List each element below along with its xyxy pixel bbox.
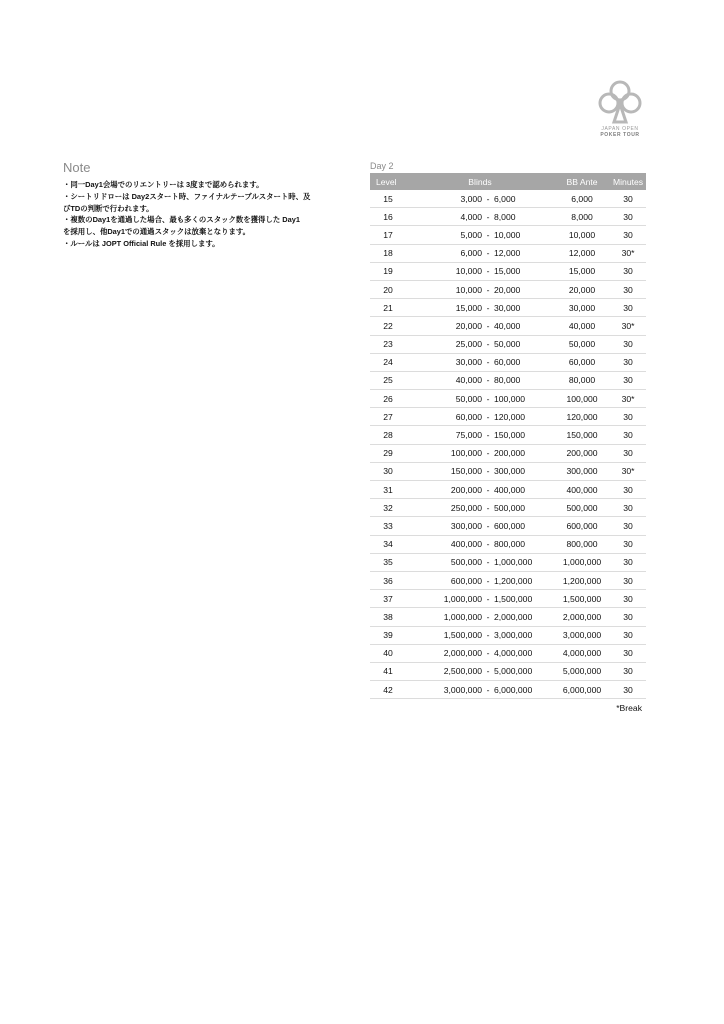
jopt-logo: [592, 78, 648, 144]
level-cell: 18: [370, 244, 406, 262]
table-row: [370, 626, 646, 644]
small-blind-cell: 10,000: [406, 262, 482, 280]
big-blind-cell: 5,000,000: [494, 662, 554, 680]
level-cell: 16: [370, 208, 406, 226]
bb-ante-cell: 100,000: [554, 390, 610, 408]
minutes-cell: 30: [610, 644, 646, 662]
level-cell: 15: [370, 190, 406, 208]
small-blind-cell: 250,000: [406, 499, 482, 517]
small-blind-cell: 1,500,000: [406, 626, 482, 644]
blinds-separator: -: [482, 190, 494, 208]
big-blind-cell: 6,000,000: [494, 681, 554, 699]
big-blind-cell: 8,000: [494, 208, 554, 226]
small-blind-cell: 10,000: [406, 280, 482, 298]
break-footnote: *Break: [616, 703, 642, 714]
bb-ante-cell: 6,000,000: [554, 681, 610, 699]
level-cell: 32: [370, 499, 406, 517]
small-blind-cell: 3,000: [406, 190, 482, 208]
bb-ante-cell: 1,000,000: [554, 553, 610, 571]
level-cell: 33: [370, 517, 406, 535]
blinds-separator: -: [482, 590, 494, 608]
minutes-cell: 30: [610, 371, 646, 389]
big-blind-cell: 300,000: [494, 462, 554, 480]
bb-ante-cell: 800,000: [554, 535, 610, 553]
minutes-cell: 30: [610, 190, 646, 208]
level-cell: 41: [370, 662, 406, 680]
blinds-separator: -: [482, 626, 494, 644]
big-blind-cell: 15,000: [494, 262, 554, 280]
minutes-cell: 30: [610, 226, 646, 244]
minutes-cell: 30: [610, 408, 646, 426]
small-blind-cell: 400,000: [406, 535, 482, 553]
bb-ante-cell: 500,000: [554, 499, 610, 517]
small-blind-cell: 2,000,000: [406, 644, 482, 662]
big-blind-cell: 100,000: [494, 390, 554, 408]
header-minutes: Minutes: [610, 173, 646, 190]
bb-ante-cell: 2,000,000: [554, 608, 610, 626]
bb-ante-cell: 40,000: [554, 317, 610, 335]
small-blind-cell: 5,000: [406, 226, 482, 244]
table-row: [370, 517, 646, 535]
bb-ante-cell: 1,500,000: [554, 590, 610, 608]
blinds-separator: -: [482, 244, 494, 262]
big-blind-cell: 1,500,000: [494, 590, 554, 608]
small-blind-cell: 50,000: [406, 390, 482, 408]
small-blind-cell: 300,000: [406, 517, 482, 535]
blinds-separator: -: [482, 262, 494, 280]
bb-ante-cell: 30,000: [554, 299, 610, 317]
big-blind-cell: 500,000: [494, 499, 554, 517]
table-row: [370, 590, 646, 608]
table-row: [370, 499, 646, 517]
big-blind-cell: 400,000: [494, 481, 554, 499]
minutes-cell: 30: [610, 626, 646, 644]
level-cell: 29: [370, 444, 406, 462]
blinds-separator: -: [482, 226, 494, 244]
day-label: Day 2: [370, 161, 394, 171]
minutes-cell: 30: [610, 481, 646, 499]
blinds-separator: -: [482, 208, 494, 226]
level-cell: 37: [370, 590, 406, 608]
blind-schedule: [370, 160, 646, 713]
minutes-cell: 30*: [610, 390, 646, 408]
small-blind-cell: 60,000: [406, 408, 482, 426]
table-row: [370, 571, 646, 589]
table-row: [370, 481, 646, 499]
small-blind-cell: 15,000: [406, 299, 482, 317]
bb-ante-cell: 10,000: [554, 226, 610, 244]
bb-ante-cell: 4,000,000: [554, 644, 610, 662]
minutes-cell: 30: [610, 608, 646, 626]
blinds-separator: -: [482, 608, 494, 626]
small-blind-cell: 40,000: [406, 371, 482, 389]
table-row: [370, 462, 646, 480]
blinds-separator: -: [482, 353, 494, 371]
small-blind-cell: 4,000: [406, 208, 482, 226]
header-bb-ante: BB Ante: [554, 173, 610, 190]
big-blind-cell: 1,000,000: [494, 553, 554, 571]
blind-structure-table: [370, 173, 646, 699]
small-blind-cell: 150,000: [406, 462, 482, 480]
blinds-separator: -: [482, 662, 494, 680]
level-cell: 26: [370, 390, 406, 408]
minutes-cell: 30: [610, 299, 646, 317]
blinds-separator: -: [482, 481, 494, 499]
blinds-separator: -: [482, 499, 494, 517]
blinds-separator: -: [482, 317, 494, 335]
bb-ante-cell: 120,000: [554, 408, 610, 426]
minutes-cell: 30*: [610, 317, 646, 335]
minutes-cell: 30: [610, 571, 646, 589]
small-blind-cell: 20,000: [406, 317, 482, 335]
small-blind-cell: 75,000: [406, 426, 482, 444]
blinds-separator: -: [482, 335, 494, 353]
note-line: ・同一Day1会場でのリエントリーは 3度まで認められます。: [63, 180, 264, 189]
table-row: [370, 262, 646, 280]
minutes-cell: 30: [610, 335, 646, 353]
table-row: [370, 444, 646, 462]
table-row: [370, 335, 646, 353]
bb-ante-cell: 50,000: [554, 335, 610, 353]
big-blind-cell: 50,000: [494, 335, 554, 353]
level-cell: 28: [370, 426, 406, 444]
table-row: [370, 317, 646, 335]
big-blind-cell: 12,000: [494, 244, 554, 262]
bb-ante-cell: 5,000,000: [554, 662, 610, 680]
level-cell: 27: [370, 408, 406, 426]
level-cell: 20: [370, 280, 406, 298]
logo-line-2: POKER TOUR: [600, 132, 640, 138]
small-blind-cell: 100,000: [406, 444, 482, 462]
small-blind-cell: 6,000: [406, 244, 482, 262]
big-blind-cell: 200,000: [494, 444, 554, 462]
bb-ante-cell: 3,000,000: [554, 626, 610, 644]
table-row: [370, 681, 646, 699]
small-blind-cell: 600,000: [406, 571, 482, 589]
minutes-cell: 30*: [610, 244, 646, 262]
big-blind-cell: 6,000: [494, 190, 554, 208]
level-cell: 40: [370, 644, 406, 662]
level-cell: 23: [370, 335, 406, 353]
level-cell: 30: [370, 462, 406, 480]
table-row: [370, 408, 646, 426]
table-row: [370, 426, 646, 444]
header-level: Level: [370, 173, 406, 190]
table-row: [370, 244, 646, 262]
minutes-cell: 30: [610, 499, 646, 517]
level-cell: 31: [370, 481, 406, 499]
blinds-separator: -: [482, 426, 494, 444]
table-row: [370, 662, 646, 680]
level-cell: 19: [370, 262, 406, 280]
minutes-cell: 30: [610, 353, 646, 371]
table-row: [370, 553, 646, 571]
minutes-cell: 30*: [610, 462, 646, 480]
table-row: [370, 608, 646, 626]
bb-ante-cell: 80,000: [554, 371, 610, 389]
small-blind-cell: 3,000,000: [406, 681, 482, 699]
bb-ante-cell: 600,000: [554, 517, 610, 535]
note-line: ・シートリドローは Day2スタート時、ファイナルテーブルスタート時、及: [63, 191, 311, 201]
club-logo-icon: [592, 78, 648, 126]
bb-ante-cell: 20,000: [554, 280, 610, 298]
small-blind-cell: 2,500,000: [406, 662, 482, 680]
level-cell: 34: [370, 535, 406, 553]
blinds-separator: -: [482, 408, 494, 426]
big-blind-cell: 10,000: [494, 226, 554, 244]
bb-ante-cell: 6,000: [554, 190, 610, 208]
blinds-separator: -: [482, 553, 494, 571]
bb-ante-cell: 150,000: [554, 426, 610, 444]
bb-ante-cell: 15,000: [554, 262, 610, 280]
small-blind-cell: 1,000,000: [406, 590, 482, 608]
blinds-separator: -: [482, 371, 494, 389]
table-row: [370, 390, 646, 408]
minutes-cell: 30: [610, 553, 646, 571]
blinds-separator: -: [482, 390, 494, 408]
bb-ante-cell: 1,200,000: [554, 571, 610, 589]
table-row: [370, 226, 646, 244]
minutes-cell: 30: [610, 208, 646, 226]
big-blind-cell: 60,000: [494, 353, 554, 371]
level-cell: 22: [370, 317, 406, 335]
big-blind-cell: 150,000: [494, 426, 554, 444]
bb-ante-cell: 400,000: [554, 481, 610, 499]
small-blind-cell: 25,000: [406, 335, 482, 353]
bb-ante-cell: 300,000: [554, 462, 610, 480]
table-row: [370, 371, 646, 389]
note-line: ・ルールは JOPT Official Rule を採用します。: [63, 238, 220, 248]
header-blinds: Blinds: [406, 173, 554, 190]
minutes-cell: 30: [610, 426, 646, 444]
blinds-separator: -: [482, 644, 494, 662]
level-cell: 42: [370, 681, 406, 699]
note-line: を採用し、他Day1での通過スタックは放棄となります。: [63, 227, 251, 237]
bb-ante-cell: 12,000: [554, 244, 610, 262]
level-cell: 35: [370, 553, 406, 571]
big-blind-cell: 1,200,000: [494, 571, 554, 589]
note-section: [63, 160, 343, 250]
table-row: [370, 644, 646, 662]
table-header-row: [370, 173, 646, 190]
big-blind-cell: 4,000,000: [494, 644, 554, 662]
blinds-separator: -: [482, 444, 494, 462]
big-blind-cell: 120,000: [494, 408, 554, 426]
big-blind-cell: 80,000: [494, 371, 554, 389]
big-blind-cell: 600,000: [494, 517, 554, 535]
level-cell: 38: [370, 608, 406, 626]
table-row: [370, 535, 646, 553]
note-title: Note: [63, 160, 91, 175]
bb-ante-cell: 8,000: [554, 208, 610, 226]
big-blind-cell: 3,000,000: [494, 626, 554, 644]
minutes-cell: 30: [610, 280, 646, 298]
logo-line-1: JAPAN OPEN: [601, 126, 639, 132]
note-line: ・複数のDay1を通過した場合、最も多くのスタック数を獲得した Day1: [63, 215, 300, 225]
blinds-separator: -: [482, 681, 494, 699]
minutes-cell: 30: [610, 517, 646, 535]
level-cell: 21: [370, 299, 406, 317]
blinds-separator: -: [482, 571, 494, 589]
big-blind-cell: 30,000: [494, 299, 554, 317]
minutes-cell: 30: [610, 590, 646, 608]
small-blind-cell: 30,000: [406, 353, 482, 371]
minutes-cell: 30: [610, 662, 646, 680]
big-blind-cell: 40,000: [494, 317, 554, 335]
level-cell: 25: [370, 371, 406, 389]
level-cell: 17: [370, 226, 406, 244]
minutes-cell: 30: [610, 444, 646, 462]
note-line: びTDの判断で行われます。: [63, 203, 154, 213]
big-blind-cell: 2,000,000: [494, 608, 554, 626]
blinds-separator: -: [482, 462, 494, 480]
big-blind-cell: 20,000: [494, 280, 554, 298]
table-row: [370, 190, 646, 208]
table-row: [370, 280, 646, 298]
minutes-cell: 30: [610, 262, 646, 280]
table-row: [370, 353, 646, 371]
minutes-cell: 30: [610, 535, 646, 553]
blinds-separator: -: [482, 535, 494, 553]
big-blind-cell: 800,000: [494, 535, 554, 553]
small-blind-cell: 500,000: [406, 553, 482, 571]
blinds-separator: -: [482, 299, 494, 317]
blinds-separator: -: [482, 280, 494, 298]
bb-ante-cell: 60,000: [554, 353, 610, 371]
level-cell: 36: [370, 571, 406, 589]
table-row: [370, 208, 646, 226]
level-cell: 24: [370, 353, 406, 371]
table-row: [370, 299, 646, 317]
level-cell: 39: [370, 626, 406, 644]
small-blind-cell: 200,000: [406, 481, 482, 499]
small-blind-cell: 1,000,000: [406, 608, 482, 626]
minutes-cell: 30: [610, 681, 646, 699]
blinds-separator: -: [482, 517, 494, 535]
bb-ante-cell: 200,000: [554, 444, 610, 462]
